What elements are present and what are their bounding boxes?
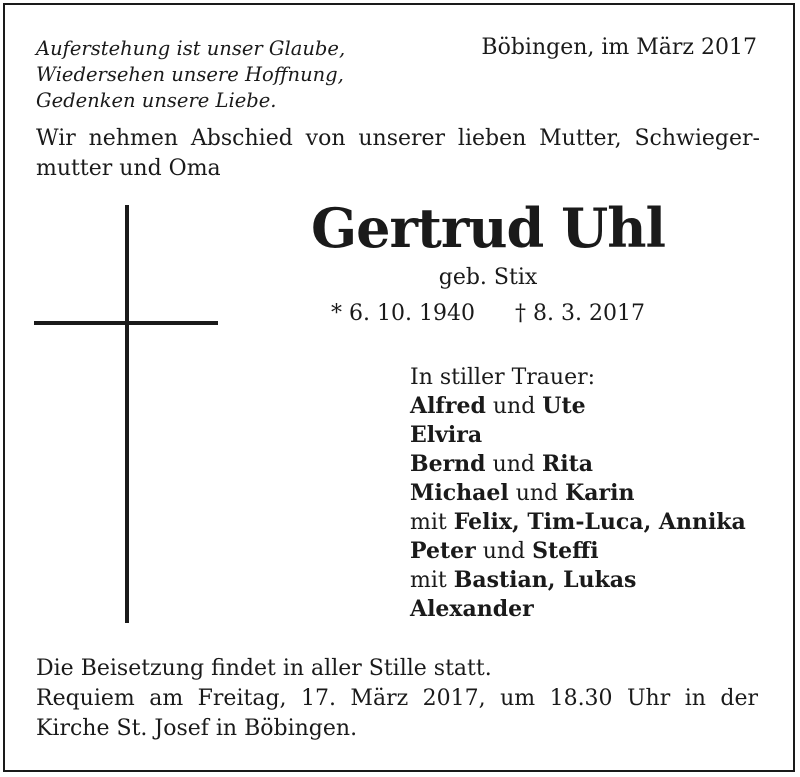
cross-icon bbox=[125, 205, 129, 623]
mourner-line: Michael und Karin bbox=[410, 480, 635, 506]
mourner-line: Alexander bbox=[410, 596, 534, 622]
mourner-line: Elvira bbox=[410, 422, 483, 448]
death-date: † 8. 3. 2017 bbox=[515, 301, 645, 326]
mourners-heading: In stiller Trauer: bbox=[410, 365, 596, 390]
intro-line: Wir nehmen Abschied von unserer lieben Mutter, Schwieger- bbox=[36, 126, 760, 151]
poem-line: Gedenken unsere Liebe. bbox=[36, 89, 277, 112]
closing-text bbox=[36, 654, 758, 744]
birth-name: geb. Stix bbox=[438, 265, 538, 290]
mourner-line: Alfred und Ute bbox=[410, 393, 586, 419]
deceased-name: Gertrud Uhl bbox=[310, 196, 665, 260]
intro-text bbox=[36, 124, 760, 184]
life-dates bbox=[300, 300, 676, 328]
closing-line: Die Beisetzung findet in aller Stille statt. bbox=[36, 656, 492, 681]
closing-line: Kirche St. Josef in Böbingen. bbox=[36, 716, 358, 741]
mourner-line: Peter und Steffi bbox=[410, 538, 599, 564]
mourner-line: Bernd und Rita bbox=[410, 451, 594, 477]
closing-line: Requiem am Freitag, 17. März 2017, um 18.30 Uhr in der bbox=[36, 686, 758, 711]
mourner-line: mit Bastian, Lukas bbox=[410, 567, 637, 593]
poem-line: Auferstehung ist unser Glaube, bbox=[36, 37, 346, 60]
intro-line: mutter und Oma bbox=[36, 156, 221, 181]
mourners-list bbox=[410, 363, 746, 624]
place-date: Böbingen, im März 2017 bbox=[481, 35, 757, 60]
cross-icon-bar bbox=[34, 321, 218, 325]
birth-date: * 6. 10. 1940 bbox=[331, 301, 475, 326]
poem-line: Wiedersehen unsere Hoffnung, bbox=[36, 63, 344, 86]
poem bbox=[36, 36, 345, 114]
mourner-line: mit Felix, Tim-Luca, Annika bbox=[410, 509, 746, 535]
